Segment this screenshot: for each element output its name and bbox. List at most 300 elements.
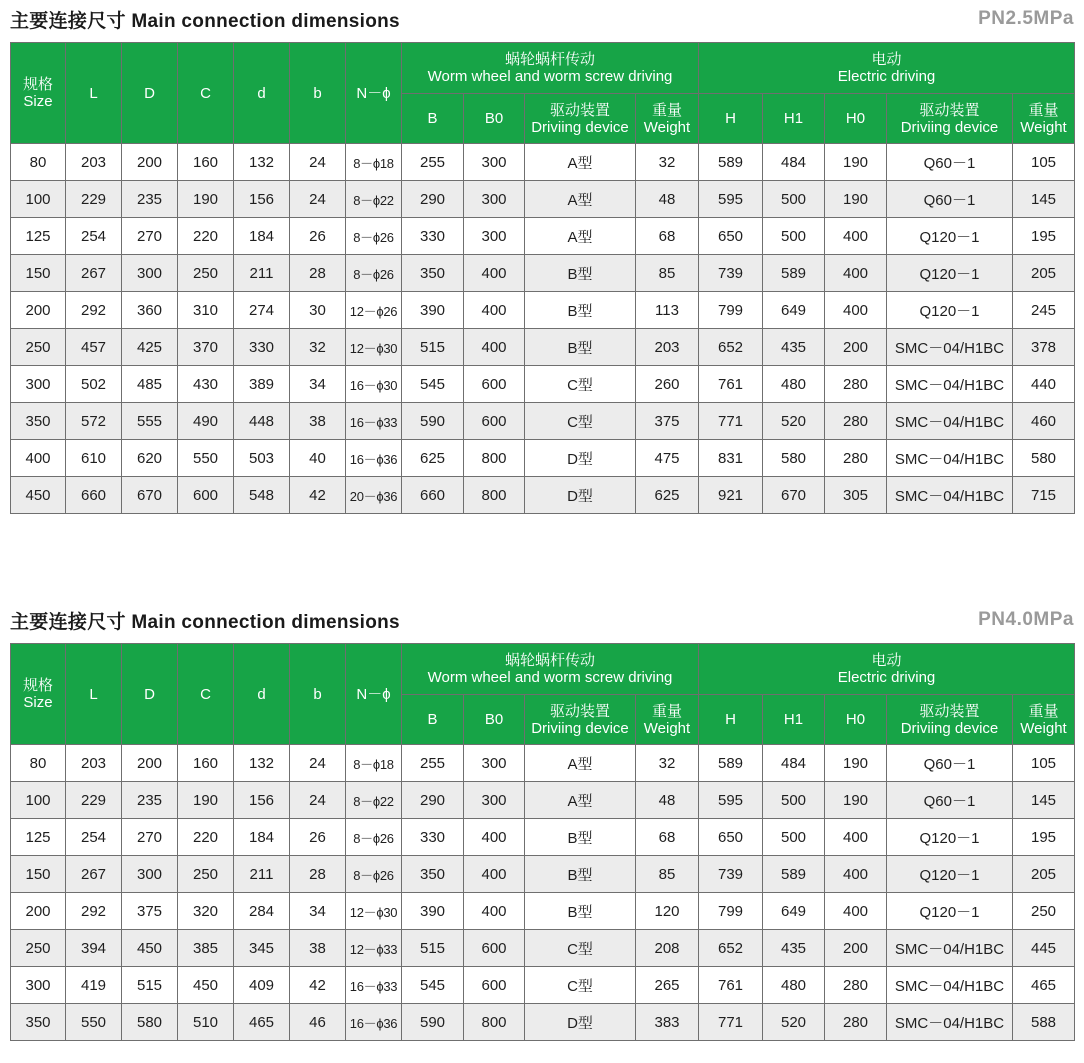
- cell-electric-weight: 588: [1013, 1004, 1075, 1041]
- cell-H1: 435: [763, 930, 825, 967]
- cell-B0: 300: [464, 745, 525, 782]
- header-n-phi: N－ϕ: [346, 644, 402, 745]
- cell-electric-device: SMC－04/H1BC: [887, 366, 1013, 403]
- cell-B0: 400: [464, 255, 525, 292]
- cell-worm-device: C型: [525, 366, 636, 403]
- cell-size: 150: [11, 856, 66, 893]
- cell-H1: 649: [763, 893, 825, 930]
- cell-worm-device: B型: [525, 255, 636, 292]
- cell-H: 595: [699, 782, 763, 819]
- cell-b: 24: [290, 782, 346, 819]
- table-section-pn40: [10, 603, 1074, 1041]
- cell-b: 38: [290, 403, 346, 440]
- cell-B: 590: [402, 403, 464, 440]
- cell-L: 457: [66, 329, 122, 366]
- cell-H0: 400: [825, 893, 887, 930]
- table-row: [11, 329, 1075, 366]
- cell-electric-device: SMC－04/H1BC: [887, 1004, 1013, 1041]
- cell-B: 515: [402, 930, 464, 967]
- cell-H1: 500: [763, 181, 825, 218]
- cell-n-phi: 12－ϕ26: [346, 292, 402, 329]
- cell-size: 300: [11, 967, 66, 1004]
- cell-electric-weight: 245: [1013, 292, 1075, 329]
- section-title: 主要连接尺寸 Main connection dimensions: [10, 11, 400, 32]
- cell-B0: 300: [464, 144, 525, 181]
- cell-electric-weight: 460: [1013, 403, 1075, 440]
- cell-n-phi: 8－ϕ26: [346, 255, 402, 292]
- cell-worm-weight: 208: [636, 930, 699, 967]
- cell-electric-device: Q60－1: [887, 745, 1013, 782]
- table-row: [11, 819, 1075, 856]
- cell-n-phi: 8－ϕ26: [346, 218, 402, 255]
- cell-d: 284: [234, 893, 290, 930]
- cell-C: 320: [178, 893, 234, 930]
- cell-B: 350: [402, 255, 464, 292]
- cell-electric-weight: 378: [1013, 329, 1075, 366]
- cell-H0: 400: [825, 856, 887, 893]
- cell-H: 921: [699, 477, 763, 514]
- table-section-pn25: [10, 2, 1074, 514]
- cell-size: 100: [11, 782, 66, 819]
- cell-D: 580: [122, 1004, 178, 1041]
- cell-D: 670: [122, 477, 178, 514]
- cell-worm-device: A型: [525, 181, 636, 218]
- cell-D: 270: [122, 218, 178, 255]
- cell-H: 799: [699, 292, 763, 329]
- cell-C: 430: [178, 366, 234, 403]
- table-row: [11, 856, 1075, 893]
- header-H0: H0: [825, 94, 887, 144]
- cell-H: 739: [699, 856, 763, 893]
- cell-b: 28: [290, 255, 346, 292]
- cell-n-phi: 8－ϕ18: [346, 144, 402, 181]
- header-D: D: [122, 43, 178, 144]
- header-worm-weight: 重量 Weight: [636, 695, 699, 745]
- cell-b: 24: [290, 181, 346, 218]
- cell-C: 160: [178, 144, 234, 181]
- cell-C: 450: [178, 967, 234, 1004]
- cell-B0: 400: [464, 329, 525, 366]
- cell-worm-device: C型: [525, 403, 636, 440]
- cell-b: 34: [290, 366, 346, 403]
- cell-D: 235: [122, 782, 178, 819]
- cell-d: 448: [234, 403, 290, 440]
- cell-L: 394: [66, 930, 122, 967]
- header-worm-group: 蜗轮蜗杆传动 Worm wheel and worm screw driving: [402, 43, 699, 94]
- cell-H: 652: [699, 329, 763, 366]
- table-row: [11, 893, 1075, 930]
- cell-b: 42: [290, 477, 346, 514]
- cell-size: 80: [11, 745, 66, 782]
- cell-electric-weight: 205: [1013, 856, 1075, 893]
- cell-size: 100: [11, 181, 66, 218]
- cell-L: 292: [66, 292, 122, 329]
- cell-B: 330: [402, 218, 464, 255]
- cell-B0: 400: [464, 819, 525, 856]
- cell-D: 200: [122, 745, 178, 782]
- cell-worm-device: B型: [525, 329, 636, 366]
- cell-B0: 600: [464, 930, 525, 967]
- cell-H0: 280: [825, 440, 887, 477]
- cell-C: 600: [178, 477, 234, 514]
- cell-worm-weight: 48: [636, 782, 699, 819]
- table-row: [11, 782, 1075, 819]
- cell-B: 255: [402, 144, 464, 181]
- cell-L: 292: [66, 893, 122, 930]
- cell-electric-weight: 145: [1013, 782, 1075, 819]
- dimensions-table: [10, 643, 1075, 1041]
- cell-b: 38: [290, 930, 346, 967]
- cell-H0: 400: [825, 218, 887, 255]
- cell-electric-device: Q120－1: [887, 292, 1013, 329]
- cell-n-phi: 16－ϕ36: [346, 440, 402, 477]
- cell-C: 370: [178, 329, 234, 366]
- cell-size: 200: [11, 893, 66, 930]
- cell-D: 555: [122, 403, 178, 440]
- cell-B0: 800: [464, 1004, 525, 1041]
- cell-n-phi: 12－ϕ30: [346, 329, 402, 366]
- cell-worm-weight: 85: [636, 856, 699, 893]
- header-worm-group: 蜗轮蜗杆传动 Worm wheel and worm screw driving: [402, 644, 699, 695]
- cell-size: 450: [11, 477, 66, 514]
- cell-H1: 589: [763, 255, 825, 292]
- cell-n-phi: 8－ϕ22: [346, 181, 402, 218]
- cell-b: 24: [290, 745, 346, 782]
- cell-B: 625: [402, 440, 464, 477]
- cell-C: 550: [178, 440, 234, 477]
- cell-B: 290: [402, 782, 464, 819]
- cell-n-phi: 12－ϕ30: [346, 893, 402, 930]
- cell-H: 799: [699, 893, 763, 930]
- cell-worm-weight: 85: [636, 255, 699, 292]
- table-row: [11, 1004, 1075, 1041]
- cell-n-phi: 8－ϕ18: [346, 745, 402, 782]
- cell-b: 26: [290, 819, 346, 856]
- cell-worm-weight: 375: [636, 403, 699, 440]
- cell-worm-device: B型: [525, 819, 636, 856]
- cell-electric-device: SMC－04/H1BC: [887, 967, 1013, 1004]
- cell-D: 485: [122, 366, 178, 403]
- cell-worm-weight: 625: [636, 477, 699, 514]
- cell-size: 350: [11, 403, 66, 440]
- cell-electric-weight: 195: [1013, 819, 1075, 856]
- header-d: d: [234, 43, 290, 144]
- cell-d: 211: [234, 255, 290, 292]
- cell-L: 572: [66, 403, 122, 440]
- cell-L: 267: [66, 856, 122, 893]
- cell-size: 200: [11, 292, 66, 329]
- cell-C: 250: [178, 255, 234, 292]
- cell-H: 761: [699, 967, 763, 1004]
- dimensions-table: [10, 42, 1075, 514]
- cell-worm-device: B型: [525, 893, 636, 930]
- cell-H: 771: [699, 403, 763, 440]
- cell-B: 390: [402, 893, 464, 930]
- cell-L: 229: [66, 782, 122, 819]
- cell-d: 184: [234, 218, 290, 255]
- header-H1: H1: [763, 94, 825, 144]
- cell-electric-device: SMC－04/H1BC: [887, 930, 1013, 967]
- cell-worm-device: A型: [525, 144, 636, 181]
- cell-B0: 600: [464, 366, 525, 403]
- cell-size: 300: [11, 366, 66, 403]
- cell-electric-weight: 465: [1013, 967, 1075, 1004]
- cell-d: 389: [234, 366, 290, 403]
- cell-B0: 600: [464, 967, 525, 1004]
- cell-H0: 190: [825, 745, 887, 782]
- cell-H0: 200: [825, 329, 887, 366]
- cell-d: 330: [234, 329, 290, 366]
- table-row: [11, 477, 1075, 514]
- cell-worm-weight: 48: [636, 181, 699, 218]
- cell-B0: 800: [464, 440, 525, 477]
- cell-n-phi: 8－ϕ26: [346, 819, 402, 856]
- cell-worm-device: D型: [525, 1004, 636, 1041]
- cell-d: 156: [234, 782, 290, 819]
- cell-b: 24: [290, 144, 346, 181]
- cell-B: 660: [402, 477, 464, 514]
- cell-n-phi: 16－ϕ36: [346, 1004, 402, 1041]
- cell-worm-weight: 113: [636, 292, 699, 329]
- cell-C: 250: [178, 856, 234, 893]
- cell-L: 254: [66, 218, 122, 255]
- table-body: [11, 745, 1075, 1041]
- header-worm-device: 驱动装置 Driviing device: [525, 94, 636, 144]
- cell-H0: 280: [825, 967, 887, 1004]
- pressure-rating: PN2.5MPa: [978, 8, 1074, 29]
- table-row: [11, 292, 1075, 329]
- section-header: [10, 603, 1074, 631]
- cell-electric-weight: 580: [1013, 440, 1075, 477]
- cell-H0: 280: [825, 366, 887, 403]
- cell-b: 30: [290, 292, 346, 329]
- cell-L: 610: [66, 440, 122, 477]
- table-row: [11, 144, 1075, 181]
- cell-n-phi: 8－ϕ22: [346, 782, 402, 819]
- header-worm-weight: 重量 Weight: [636, 94, 699, 144]
- cell-worm-weight: 32: [636, 144, 699, 181]
- cell-H1: 520: [763, 1004, 825, 1041]
- table-row: [11, 181, 1075, 218]
- cell-H: 650: [699, 218, 763, 255]
- cell-H: 771: [699, 1004, 763, 1041]
- cell-H1: 484: [763, 144, 825, 181]
- header-electric-weight: 重量 Weight: [1013, 94, 1075, 144]
- cell-H: 589: [699, 745, 763, 782]
- cell-L: 660: [66, 477, 122, 514]
- cell-L: 203: [66, 144, 122, 181]
- cell-electric-weight: 205: [1013, 255, 1075, 292]
- cell-worm-device: B型: [525, 856, 636, 893]
- cell-n-phi: 16－ϕ33: [346, 403, 402, 440]
- cell-n-phi: 20－ϕ36: [346, 477, 402, 514]
- header-H: H: [699, 94, 763, 144]
- cell-n-phi: 16－ϕ30: [346, 366, 402, 403]
- cell-size: 125: [11, 218, 66, 255]
- cell-B: 350: [402, 856, 464, 893]
- cell-H0: 200: [825, 930, 887, 967]
- cell-L: 267: [66, 255, 122, 292]
- cell-size: 350: [11, 1004, 66, 1041]
- cell-electric-device: Q120－1: [887, 819, 1013, 856]
- cell-L: 419: [66, 967, 122, 1004]
- cell-H0: 280: [825, 403, 887, 440]
- cell-B0: 400: [464, 292, 525, 329]
- cell-B0: 400: [464, 856, 525, 893]
- cell-B0: 300: [464, 782, 525, 819]
- header-B0: B0: [464, 94, 525, 144]
- table-body: [11, 144, 1075, 514]
- cell-C: 220: [178, 218, 234, 255]
- cell-H1: 649: [763, 292, 825, 329]
- cell-d: 345: [234, 930, 290, 967]
- cell-d: 132: [234, 745, 290, 782]
- cell-size: 150: [11, 255, 66, 292]
- cell-electric-weight: 445: [1013, 930, 1075, 967]
- cell-D: 450: [122, 930, 178, 967]
- cell-L: 502: [66, 366, 122, 403]
- header-D: D: [122, 644, 178, 745]
- cell-B0: 600: [464, 403, 525, 440]
- header-d: d: [234, 644, 290, 745]
- header-size: 规格 Size: [11, 43, 66, 144]
- cell-D: 360: [122, 292, 178, 329]
- cell-D: 375: [122, 893, 178, 930]
- cell-H: 589: [699, 144, 763, 181]
- cell-worm-device: A型: [525, 218, 636, 255]
- cell-electric-device: Q60－1: [887, 181, 1013, 218]
- cell-worm-device: A型: [525, 745, 636, 782]
- table-row: [11, 967, 1075, 1004]
- cell-B0: 300: [464, 218, 525, 255]
- cell-B0: 300: [464, 181, 525, 218]
- pressure-rating: PN4.0MPa: [978, 609, 1074, 630]
- cell-H1: 480: [763, 967, 825, 1004]
- cell-worm-device: D型: [525, 440, 636, 477]
- header-size: 规格 Size: [11, 644, 66, 745]
- cell-H1: 580: [763, 440, 825, 477]
- cell-electric-device: Q120－1: [887, 255, 1013, 292]
- cell-worm-weight: 475: [636, 440, 699, 477]
- cell-d: 156: [234, 181, 290, 218]
- cell-B: 590: [402, 1004, 464, 1041]
- cell-H: 739: [699, 255, 763, 292]
- cell-d: 465: [234, 1004, 290, 1041]
- cell-worm-device: C型: [525, 967, 636, 1004]
- cell-H1: 500: [763, 819, 825, 856]
- cell-B: 255: [402, 745, 464, 782]
- table-row: [11, 366, 1075, 403]
- cell-L: 229: [66, 181, 122, 218]
- cell-B0: 400: [464, 893, 525, 930]
- cell-D: 515: [122, 967, 178, 1004]
- cell-H1: 484: [763, 745, 825, 782]
- cell-H0: 190: [825, 181, 887, 218]
- header-H1: H1: [763, 695, 825, 745]
- cell-H: 650: [699, 819, 763, 856]
- cell-electric-device: Q60－1: [887, 782, 1013, 819]
- cell-electric-device: Q60－1: [887, 144, 1013, 181]
- cell-worm-device: A型: [525, 782, 636, 819]
- header-C: C: [178, 43, 234, 144]
- cell-size: 400: [11, 440, 66, 477]
- cell-electric-device: Q120－1: [887, 856, 1013, 893]
- cell-D: 425: [122, 329, 178, 366]
- header-B0: B0: [464, 695, 525, 745]
- cell-D: 300: [122, 856, 178, 893]
- cell-H0: 400: [825, 819, 887, 856]
- cell-electric-device: Q120－1: [887, 218, 1013, 255]
- cell-D: 235: [122, 181, 178, 218]
- cell-C: 160: [178, 745, 234, 782]
- cell-B: 290: [402, 181, 464, 218]
- cell-D: 300: [122, 255, 178, 292]
- cell-H0: 190: [825, 782, 887, 819]
- cell-H: 831: [699, 440, 763, 477]
- cell-electric-weight: 145: [1013, 181, 1075, 218]
- cell-worm-weight: 383: [636, 1004, 699, 1041]
- cell-C: 510: [178, 1004, 234, 1041]
- cell-B: 390: [402, 292, 464, 329]
- cell-D: 200: [122, 144, 178, 181]
- header-n-phi: N－ϕ: [346, 43, 402, 144]
- table-row: [11, 745, 1075, 782]
- cell-H0: 190: [825, 144, 887, 181]
- cell-H0: 305: [825, 477, 887, 514]
- cell-H1: 435: [763, 329, 825, 366]
- cell-electric-weight: 440: [1013, 366, 1075, 403]
- cell-electric-weight: 105: [1013, 144, 1075, 181]
- cell-worm-device: C型: [525, 930, 636, 967]
- cell-electric-device: SMC－04/H1BC: [887, 477, 1013, 514]
- section-header: [10, 2, 1074, 30]
- cell-H1: 500: [763, 218, 825, 255]
- cell-size: 250: [11, 930, 66, 967]
- cell-H1: 670: [763, 477, 825, 514]
- cell-worm-weight: 32: [636, 745, 699, 782]
- cell-electric-weight: 105: [1013, 745, 1075, 782]
- cell-C: 190: [178, 181, 234, 218]
- cell-d: 409: [234, 967, 290, 1004]
- cell-b: 34: [290, 893, 346, 930]
- table-row: [11, 440, 1075, 477]
- header-b: b: [290, 43, 346, 144]
- cell-electric-device: SMC－04/H1BC: [887, 403, 1013, 440]
- cell-electric-weight: 250: [1013, 893, 1075, 930]
- cell-worm-weight: 260: [636, 366, 699, 403]
- cell-L: 550: [66, 1004, 122, 1041]
- cell-B: 515: [402, 329, 464, 366]
- cell-size: 80: [11, 144, 66, 181]
- cell-worm-weight: 68: [636, 218, 699, 255]
- header-b: b: [290, 644, 346, 745]
- cell-H1: 500: [763, 782, 825, 819]
- table-row: [11, 930, 1075, 967]
- cell-B: 330: [402, 819, 464, 856]
- cell-b: 28: [290, 856, 346, 893]
- cell-size: 250: [11, 329, 66, 366]
- section-title: 主要连接尺寸 Main connection dimensions: [10, 612, 400, 633]
- header-electric-weight: 重量 Weight: [1013, 695, 1075, 745]
- cell-C: 220: [178, 819, 234, 856]
- cell-worm-device: D型: [525, 477, 636, 514]
- header-L: L: [66, 644, 122, 745]
- cell-H: 761: [699, 366, 763, 403]
- cell-H: 652: [699, 930, 763, 967]
- cell-L: 254: [66, 819, 122, 856]
- header-electric-device: 驱动装置 Driviing device: [887, 94, 1013, 144]
- cell-electric-device: SMC－04/H1BC: [887, 329, 1013, 366]
